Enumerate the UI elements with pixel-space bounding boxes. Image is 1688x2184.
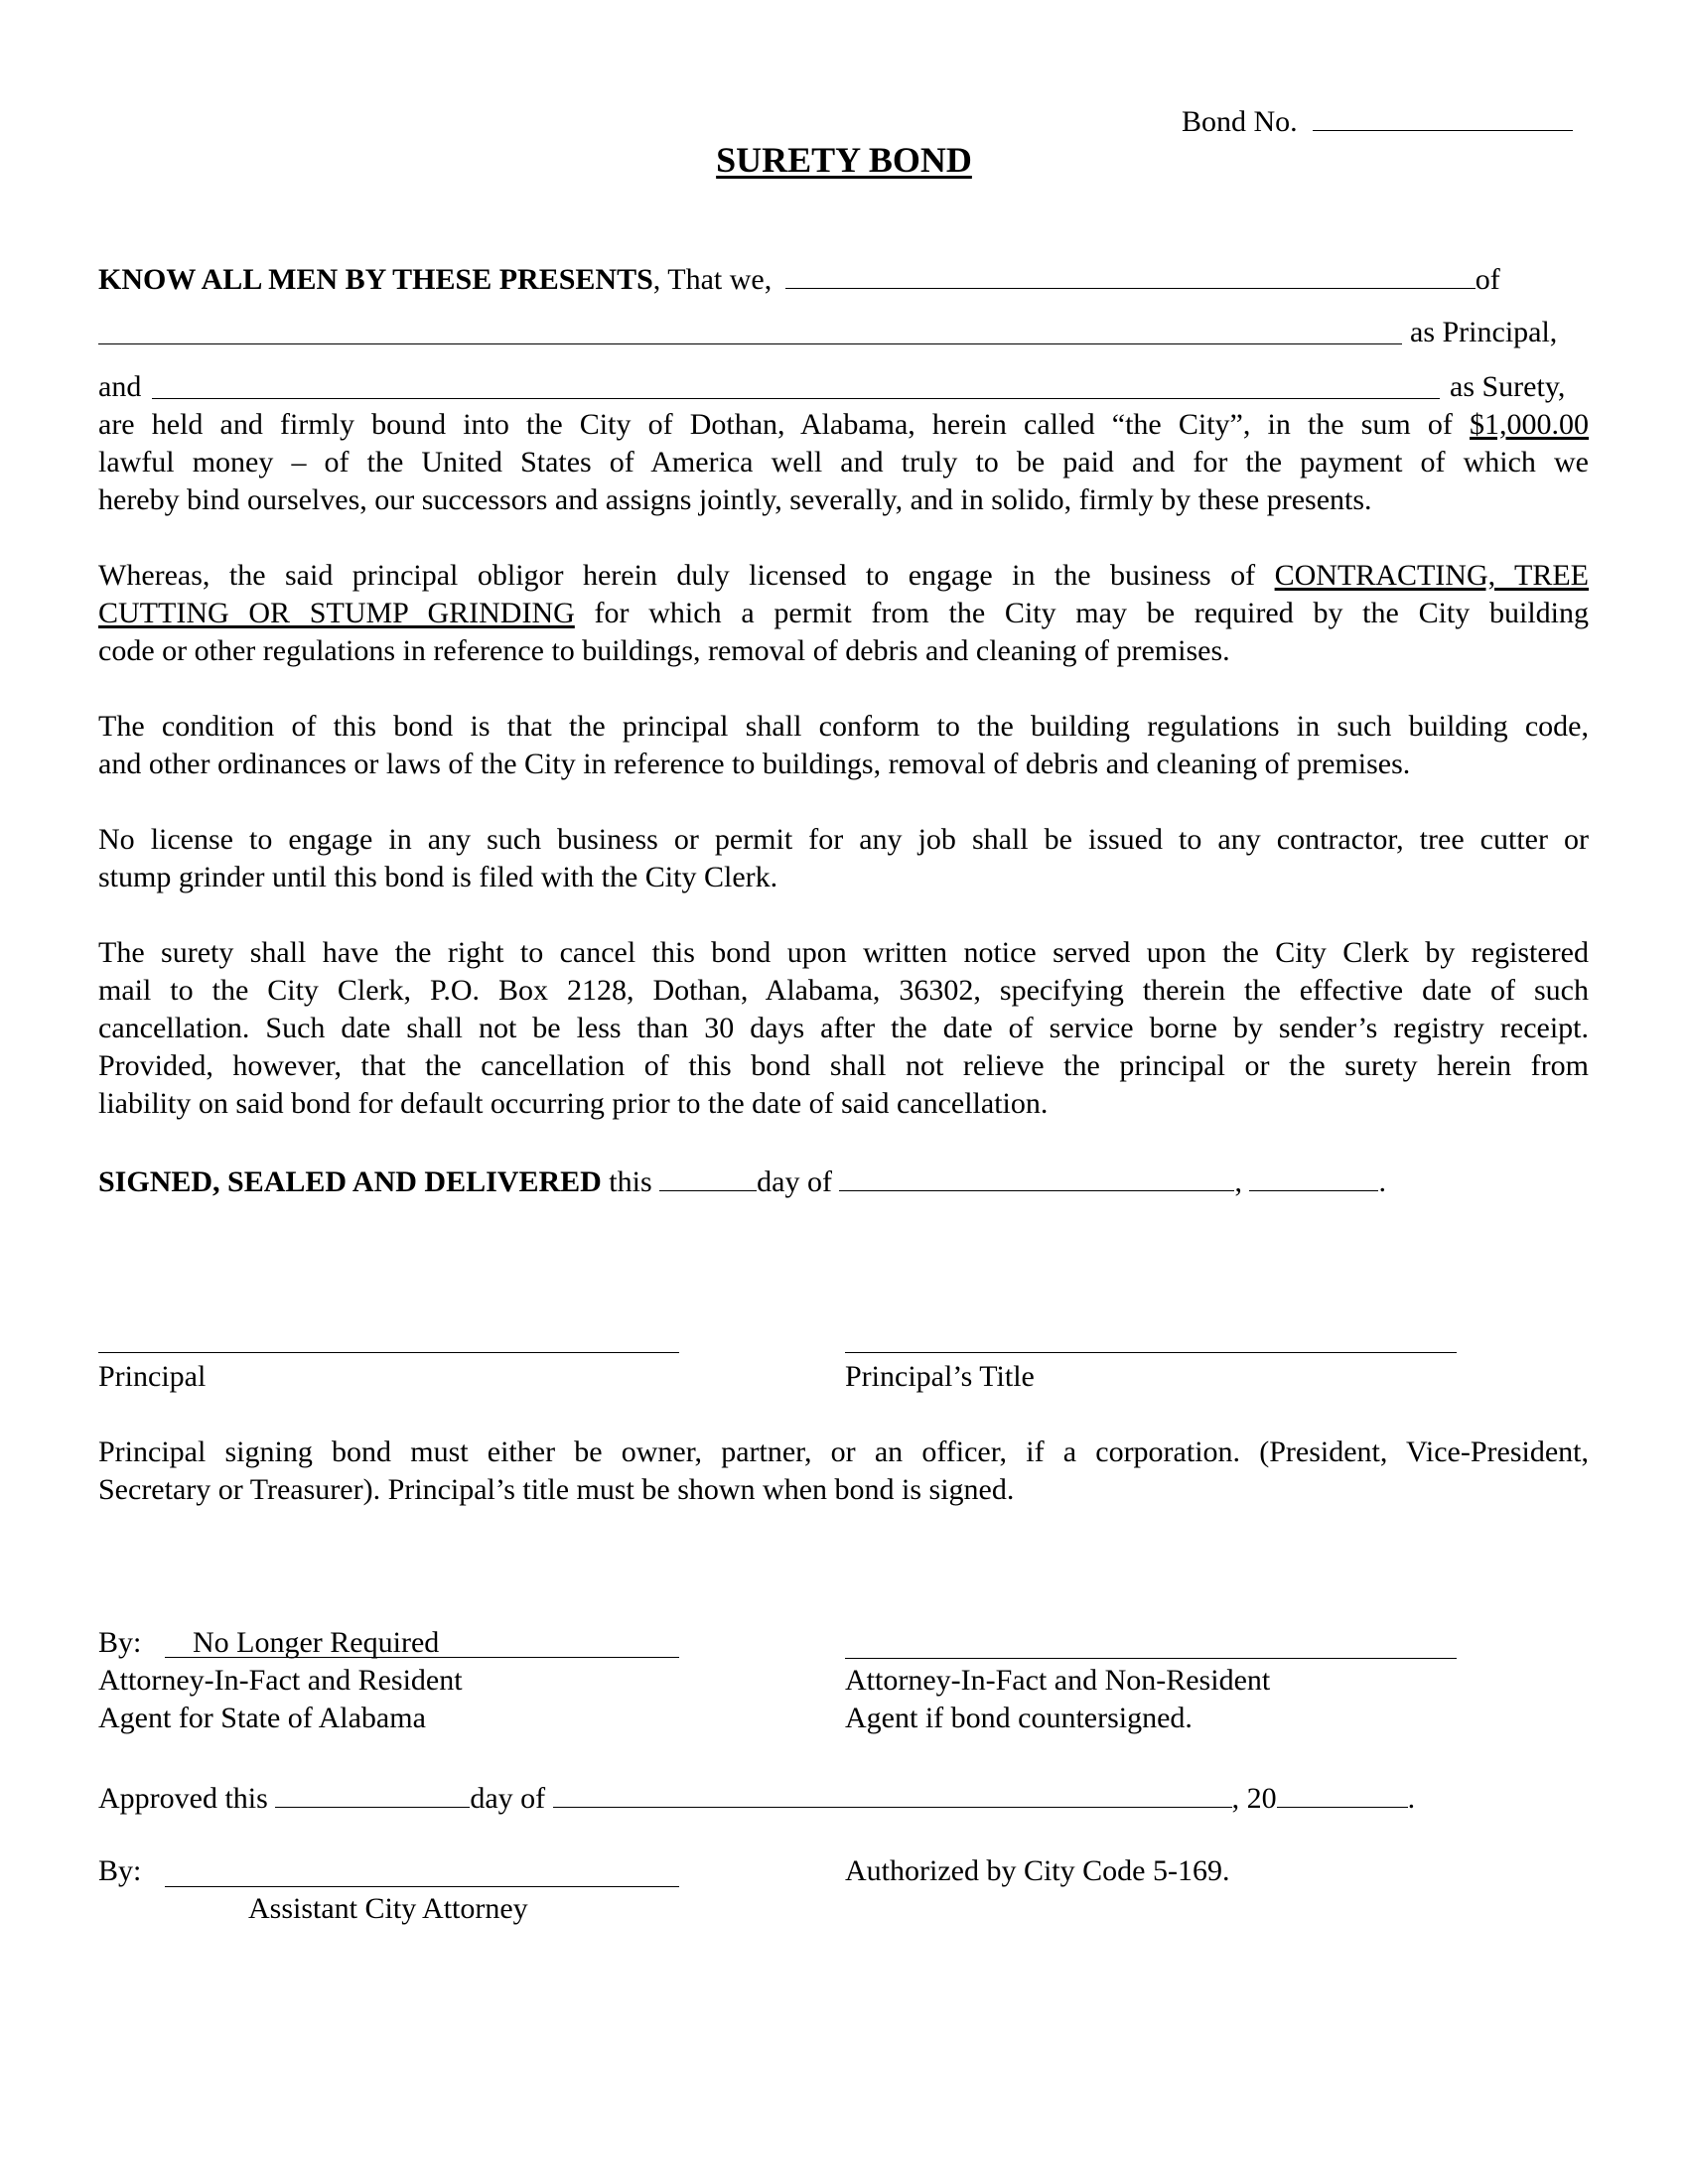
paragraph-4-line-2: stump grinder until this bond is filed with the City Clerk. [98, 861, 778, 893]
city-code-authorization: Authorized by City Code 5-169. [845, 1854, 1230, 1887]
paragraph-2-line-3: code or other regulations in reference to buildings, removal of debris and cleaning of premises. [98, 634, 1230, 667]
principal-note-line-2: Secretary or Treasurer). Principal’s title must be shown when bond is signed. [98, 1473, 1015, 1506]
resident-label-line-1: Attorney-In-Fact and Resident [98, 1664, 463, 1697]
approved-year-prefix: , 20 [1231, 1782, 1277, 1815]
paragraph-5-line-2: mail to the City Clerk, P.O. Box 2128, Dothan, Alabama, 36302, specifying therein the effective date of such [98, 974, 1589, 1007]
approved-day-blank [275, 1777, 470, 1808]
paragraph-5-line-5: liability on said bond for default occurring prior to the date of said cancellation. [98, 1087, 1049, 1120]
paragraph-1-line-1 [98, 406, 1589, 444]
paragraph-1-line-2: lawful money – of the United States of America well and truly to be paid and for the payment of which we [98, 446, 1589, 478]
as-surety-label: as Surety, [1450, 370, 1566, 403]
bond-number-label: Bond No. [1182, 105, 1298, 138]
signed-month-blank [839, 1160, 1234, 1191]
signed-day-blank [659, 1160, 757, 1191]
paragraph-5-line-4: Provided, however, that the cancellation of this bond shall not relieve the principal or the surety herein from [98, 1049, 1589, 1082]
approved-this: Approved this [98, 1782, 268, 1815]
paragraph-5-line-3: cancellation. Such date shall not be less than 30 days after the date of service borne by sender’s registry receipt. [98, 1012, 1589, 1044]
principal-name-blank [785, 258, 1476, 289]
paragraph-2-rest: for which a permit from the City may be required by the City building [594, 597, 1590, 629]
intro-lead: KNOW ALL MEN BY THESE PRESENTS [98, 263, 653, 296]
signed-heading: SIGNED, SEALED AND DELIVERED [98, 1165, 602, 1198]
paragraph-4-line-1: No license to engage in any such business or permit for any job shall be issued to any contractor, tree cutter or [98, 823, 1589, 856]
approved-day-of: day of [470, 1782, 546, 1815]
principal-label: Principal [98, 1360, 207, 1393]
business-type-a: CONTRACTING, TREE [1274, 559, 1590, 592]
approved-line [98, 1777, 1415, 1818]
approved-period: . [1407, 1782, 1416, 1815]
attorney-signature-line [165, 1886, 679, 1887]
paragraph-5-line-1: The surety shall have the right to cancel this bond upon written notice served upon the City Clerk by registered [98, 936, 1589, 969]
signed-period: . [1378, 1165, 1386, 1198]
assistant-city-attorney-label: Assistant City Attorney [248, 1892, 528, 1925]
approved-year-blank [1277, 1777, 1408, 1808]
principal-title-signature-line [845, 1352, 1457, 1353]
signed-this: this [609, 1165, 652, 1198]
document-title: SURETY BOND [716, 140, 972, 180]
as-principal-label: as Principal, [1410, 316, 1558, 348]
paragraph-1-text: are held and firmly bound into the City of Dothan, Alabama, herein called “the City”, in the sum of [98, 408, 1453, 441]
attorney-by-label: By: [98, 1854, 142, 1887]
signed-day-of: day of [757, 1165, 832, 1198]
paragraph-2-line-2 [98, 595, 1589, 632]
principal-signature-line [98, 1352, 679, 1353]
intro-of: of [1475, 263, 1500, 296]
signed-line [98, 1160, 1386, 1201]
paragraph-2-line-1 [98, 557, 1589, 595]
nonresident-signature-line [845, 1658, 1457, 1659]
bond-amount: $1,000.00 [1470, 408, 1590, 441]
intro-line [98, 258, 1500, 299]
resident-by-label: By: [98, 1626, 142, 1659]
and-label: and [98, 370, 142, 403]
principal-title-label: Principal’s Title [845, 1360, 1035, 1393]
business-type-b: CUTTING OR STUMP GRINDING [98, 597, 575, 629]
signed-comma: , [1234, 1165, 1242, 1198]
bond-number-row [1182, 100, 1573, 141]
nonresident-label-line-2: Agent if bond countersigned. [845, 1702, 1193, 1734]
paragraph-2-text: Whereas, the said principal obligor herein duly licensed to engage in the business of [98, 559, 1256, 592]
paragraph-3-line-2: and other ordinances or laws of the City in reference to buildings, removal of debris and cleaning of premises. [98, 748, 1411, 780]
resident-by-field: No Longer Required [165, 1624, 679, 1658]
paragraph-1-line-3: hereby bind ourselves, our successors and assigns jointly, severally, and in solido, firmly by these presents. [98, 483, 1372, 516]
surety-name-blank [152, 398, 1440, 399]
principal-address-blank [98, 343, 1402, 344]
bond-number-blank [1313, 100, 1573, 131]
approved-month-blank [553, 1777, 1232, 1808]
intro-lead-rest: , That we, [652, 263, 773, 296]
signed-year-blank [1249, 1160, 1378, 1191]
nonresident-label-line-1: Attorney-In-Fact and Non-Resident [845, 1664, 1271, 1697]
resident-label-line-2: Agent for State of Alabama [98, 1702, 426, 1734]
paragraph-3-line-1: The condition of this bond is that the principal shall conform to the building regulations in such building code, [98, 710, 1589, 743]
principal-note-line-1: Principal signing bond must either be owner, partner, or an officer, if a corporation. (President, Vice-President, [98, 1435, 1589, 1468]
